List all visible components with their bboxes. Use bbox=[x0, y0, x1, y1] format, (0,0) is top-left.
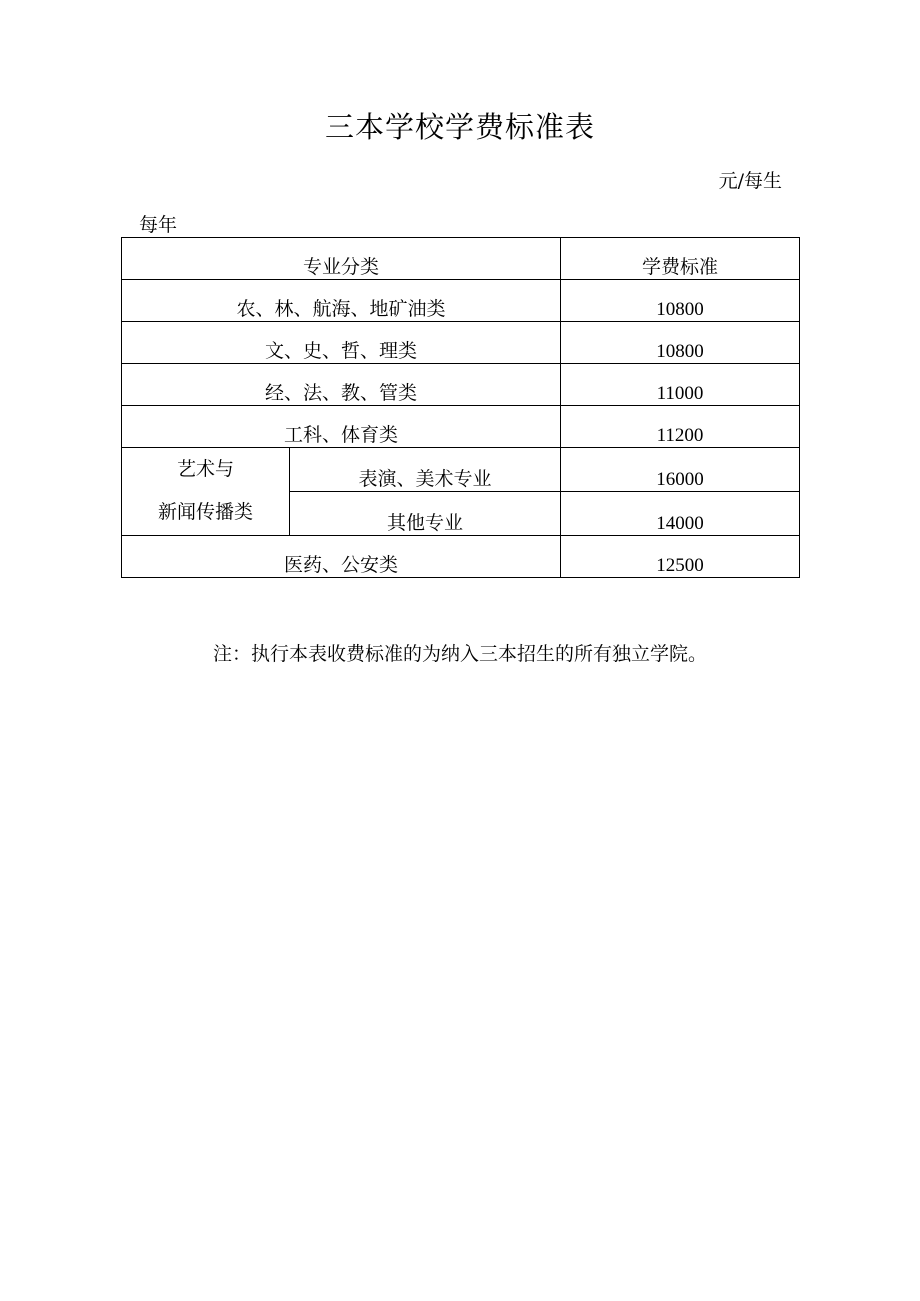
footnote: 注：执行本表收费标准的为纳入三本招生的所有独立学院。 bbox=[212, 643, 707, 665]
fee-cell: 14000 bbox=[561, 492, 800, 536]
unit-label-continued: 每年 bbox=[139, 214, 178, 236]
category-cell: 医药、公安类 bbox=[122, 536, 561, 578]
category-cell: 文、史、哲、理类 bbox=[122, 322, 561, 364]
fee-cell: 10800 bbox=[561, 280, 800, 322]
table-row bbox=[122, 536, 800, 578]
category-cell: 工科、体育类 bbox=[122, 406, 561, 448]
fee-cell: 11000 bbox=[561, 364, 800, 406]
fee-cell: 10800 bbox=[561, 322, 800, 364]
fee-cell: 11200 bbox=[561, 406, 800, 448]
category-cell: 其他专业 bbox=[290, 492, 561, 536]
table-row bbox=[122, 364, 800, 406]
art-group-label-line1: 艺术与 bbox=[176, 458, 234, 480]
category-cell: 农、林、航海、地矿油类 bbox=[122, 280, 561, 322]
category-cell: 表演、美术专业 bbox=[290, 448, 561, 492]
art-group-label bbox=[122, 448, 290, 536]
category-cell: 经、法、教、管类 bbox=[122, 364, 561, 406]
unit-label: 元/每生 bbox=[718, 170, 782, 192]
header-category: 专业分类 bbox=[122, 238, 561, 280]
art-group-label-line2: 新闻传播类 bbox=[157, 501, 253, 523]
header-fee: 学费标准 bbox=[561, 238, 800, 280]
table-row bbox=[122, 406, 800, 448]
fee-table bbox=[121, 237, 800, 578]
page-title: 三本学校学费标准表 bbox=[324, 110, 595, 144]
fee-cell: 12500 bbox=[561, 536, 800, 578]
fee-cell: 16000 bbox=[561, 448, 800, 492]
table-row bbox=[122, 280, 800, 322]
table-row bbox=[122, 448, 800, 492]
table-row bbox=[122, 322, 800, 364]
table-header-row bbox=[122, 238, 800, 280]
